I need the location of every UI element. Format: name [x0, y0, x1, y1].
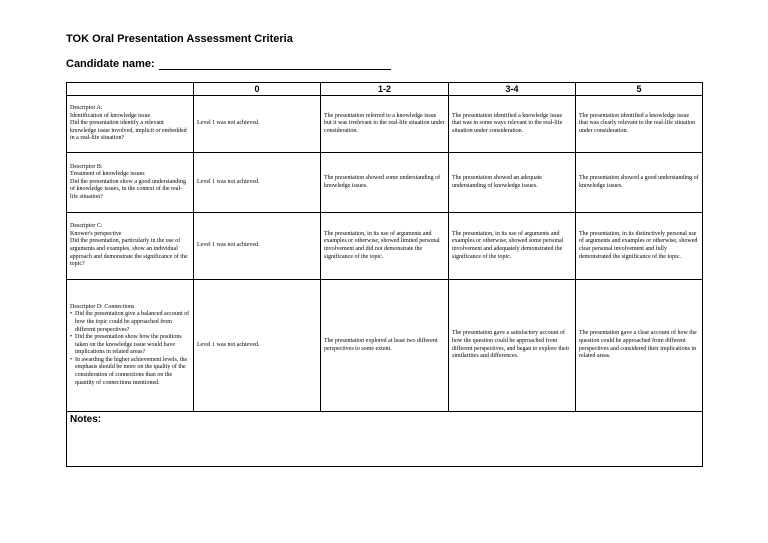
level-cell: The presentation identified a knowledge issue that was clearly relevant to the real-life situation under consideration. [576, 96, 703, 153]
column-header: 3-4 [449, 83, 576, 96]
table-row [67, 96, 703, 153]
level-cell: The presentation, in its use of arguments and examples or otherwise, showed some personal involvement and adequately demonstrated the significance of the topic. [449, 213, 576, 280]
descriptor-title: Descriptor B: [70, 163, 103, 170]
table-row [67, 213, 703, 280]
descriptor-cell [67, 213, 194, 280]
descriptor-bullet-list [70, 311, 190, 387]
descriptor-line: Treatment of knowledge issues [70, 171, 145, 178]
level-cell: The presentation showed some understanding of knowledge issues. [321, 153, 449, 213]
level-cell: The presentation, in its use of arguments and examples or otherwise, showed limited personal involvement and did not demonstrate the significance of the topic. [321, 213, 449, 280]
descriptor-line: Did the presentation show a good understanding of knowledge issues, in the context of the real-life situation? [70, 178, 186, 200]
descriptor-cell [67, 153, 194, 213]
level-cell: The presentation showed a good understanding of knowledge issues. [576, 153, 703, 213]
level-cell: Level 1 was not achieved. [194, 213, 321, 280]
descriptor-line: Knower's perspective [70, 230, 122, 237]
descriptor-title: Descriptor A: [70, 105, 103, 112]
column-header: 0 [194, 83, 321, 96]
column-header: 5 [576, 83, 703, 96]
descriptor-cell [67, 96, 194, 153]
table-header-row [67, 83, 703, 96]
descriptor-title: Descriptor D: Connections [70, 303, 135, 310]
descriptor-title: Descriptor C: [70, 223, 103, 230]
level-cell: The presentation gave a clear account of how the question could be approached from different perspectives and considered their implications in related areas. [576, 280, 703, 412]
table-row [67, 280, 703, 412]
notes-row [67, 412, 703, 467]
candidate-name-label: Candidate name: [66, 58, 155, 70]
descriptor-line: Did the presentation, particularly in the use of arguments and examples, show an individual approach and demonstrate the significance of the topic? [70, 238, 188, 268]
descriptor-bullet: • Did the presentation show how the positions taken on the knowledge issue would have implications in related areas? [75, 334, 190, 357]
document-title: TOK Oral Presentation Assessment Criteria [66, 33, 293, 45]
level-cell: Level 1 was not achieved. [194, 153, 321, 213]
candidate-name-field [66, 58, 391, 70]
descriptor-line: Did the presentation identify a relevant knowledge issue involved, implicit or embedded in a real-life situation? [70, 120, 187, 142]
level-cell: The presentation explored at least two different perspectives to some extent. [321, 280, 449, 412]
level-cell: The presentation identified a knowledge issue that was in some ways relevant to the real-life situation under consideration. [449, 96, 576, 153]
level-cell: The presentation referred to a knowledge issue but it was irrelevant to the real-life situation under consideration. [321, 96, 449, 153]
descriptor-line: Identification of knowledge issue [70, 112, 151, 119]
descriptor-bullet: • In awarding the higher achievement levels, the emphasis should be more on the quality of the consideration of connections than on the quantity of connections mentioned. [75, 357, 190, 387]
level-cell: The presentation, in its distinctively personal use of arguments and examples or otherwise, showed clear personal involvement and fully demonstrated the significance of the topic. [576, 213, 703, 280]
descriptor-bullet: • Did the presentation give a balanced account of how the topic could be approached from different perspectives? [75, 311, 190, 334]
notes-area[interactable] [67, 412, 703, 467]
level-cell: The presentation showed an adequate understanding of knowledge issues. [449, 153, 576, 213]
assessment-table [66, 82, 703, 467]
level-cell: Level 1 was not achieved. [194, 96, 321, 153]
level-cell: Level 1 was not achieved. [194, 280, 321, 412]
level-cell: The presentation gave a satisfactory account of how the question could be approached from different perspectives, and began to explore their similarities and differences. [449, 280, 576, 412]
column-header: 1-2 [321, 83, 449, 96]
candidate-name-line [159, 59, 391, 70]
column-header [67, 83, 194, 96]
table-row [67, 153, 703, 213]
notes-label: Notes: [70, 414, 102, 425]
descriptor-cell [67, 280, 194, 412]
